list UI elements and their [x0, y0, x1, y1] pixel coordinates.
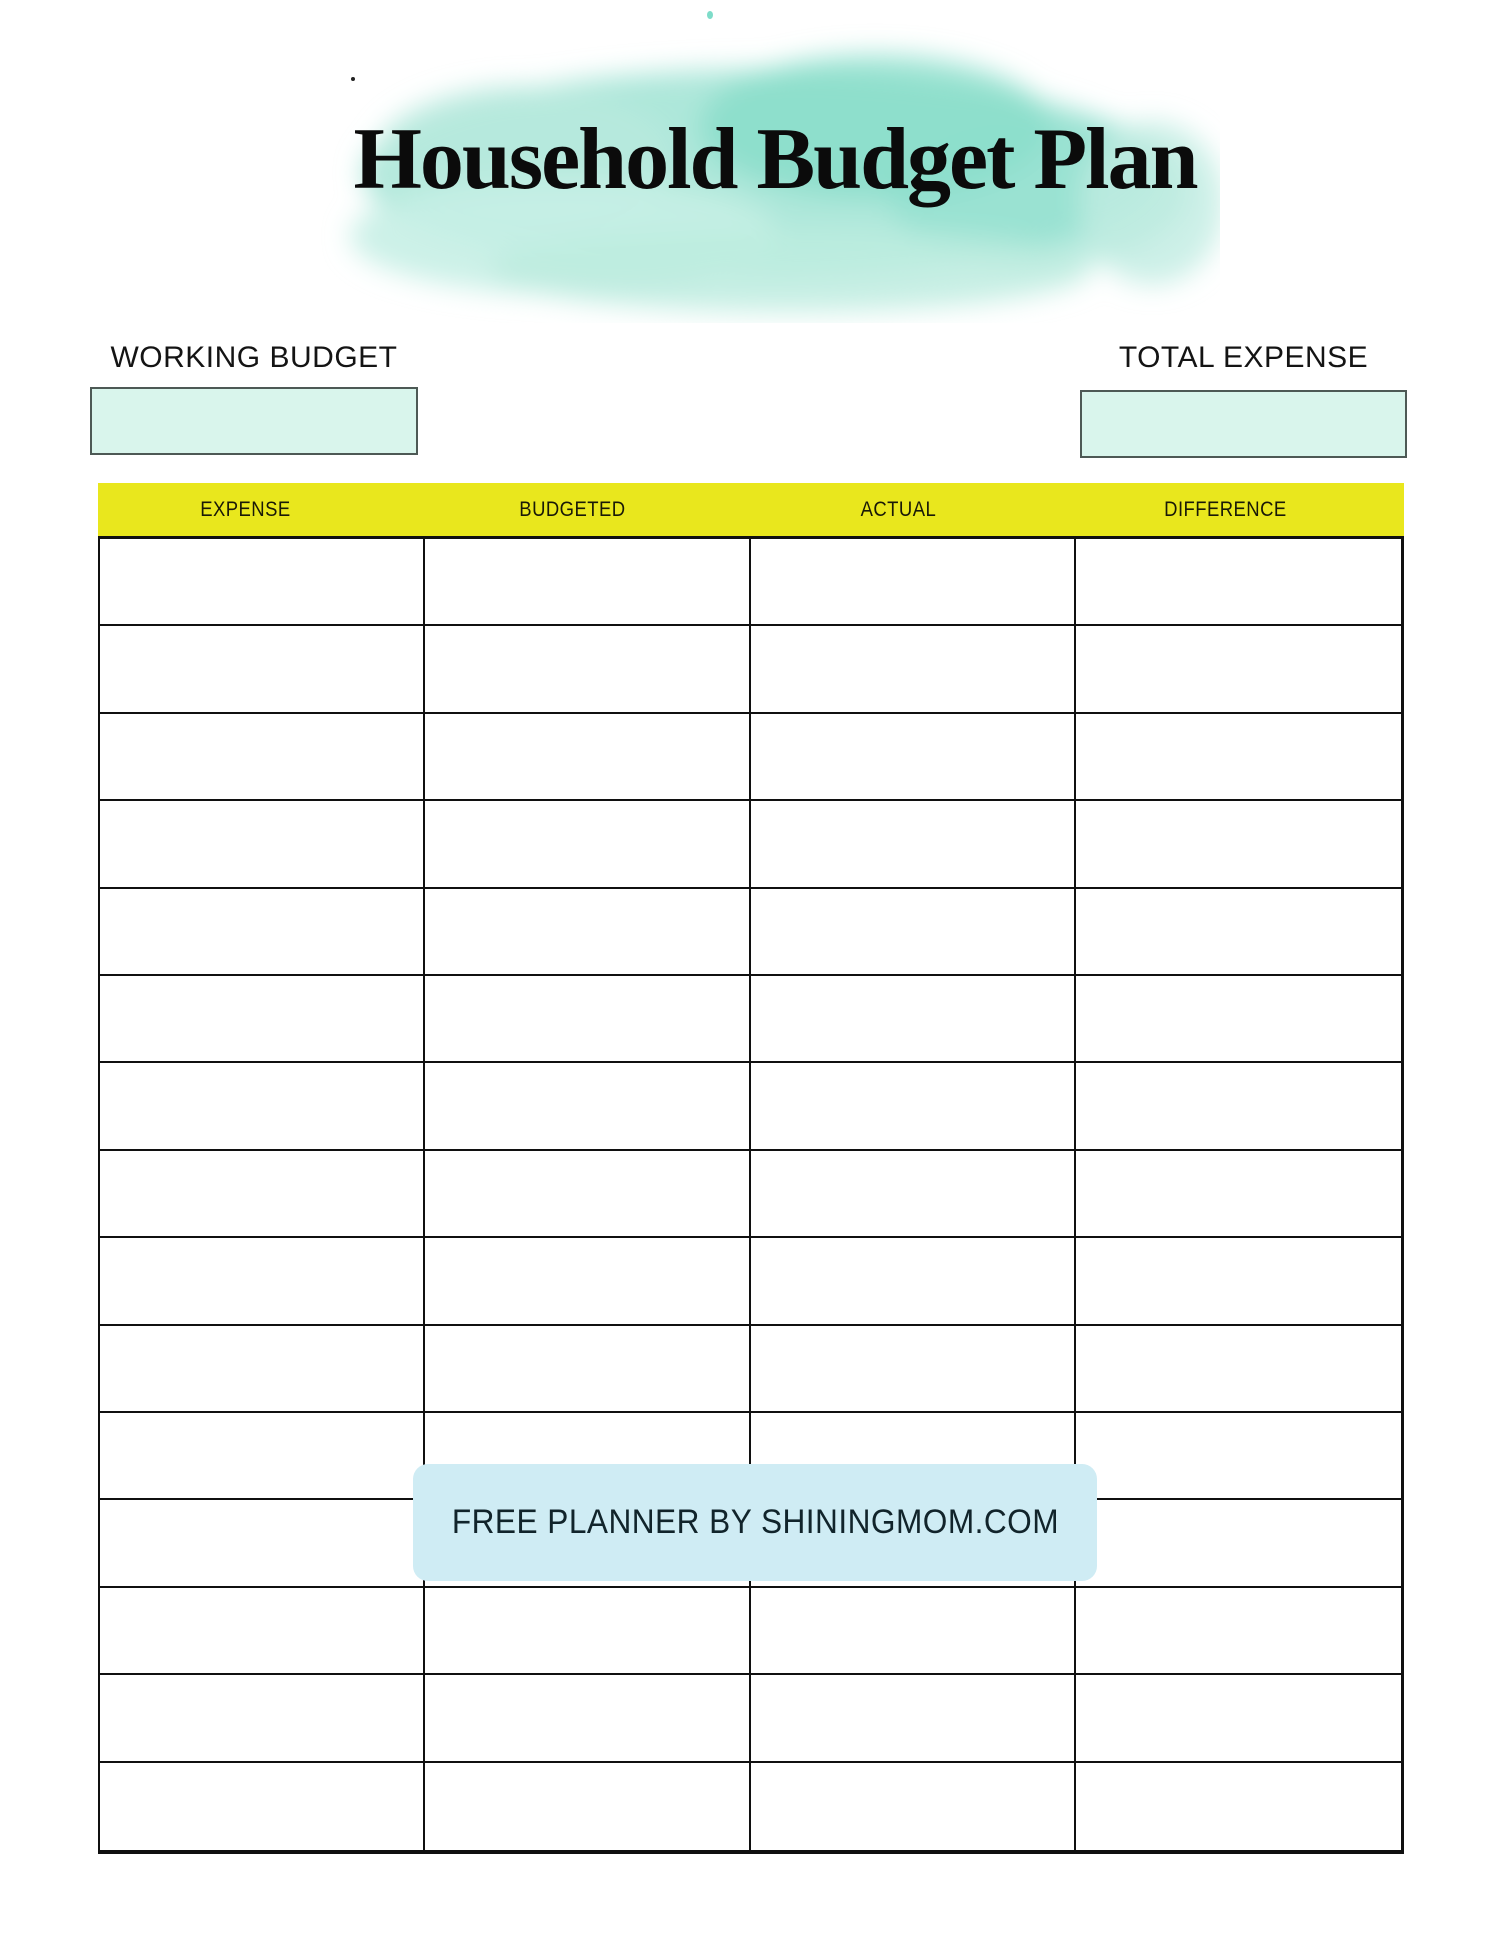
table-cell[interactable]	[100, 1063, 425, 1148]
table-cell[interactable]	[100, 1500, 425, 1585]
table-body	[98, 536, 1404, 1854]
table-cell[interactable]	[1076, 1675, 1401, 1760]
table-cell[interactable]	[1076, 889, 1401, 974]
table-row	[100, 1326, 1401, 1413]
table-cell[interactable]	[100, 976, 425, 1061]
table-cell[interactable]	[751, 714, 1076, 799]
table-cell[interactable]	[100, 1588, 425, 1673]
table-cell[interactable]	[425, 801, 750, 886]
table-row	[100, 714, 1401, 801]
table-cell[interactable]	[100, 1238, 425, 1323]
ink-speck-black	[351, 77, 355, 81]
table-cell[interactable]	[751, 1675, 1076, 1760]
column-header-difference: DIFFERENCE	[1163, 497, 1287, 521]
table-cell[interactable]	[425, 1063, 750, 1148]
total-expense-label: TOTAL EXPENSE	[1118, 341, 1369, 374]
table-cell[interactable]	[425, 714, 750, 799]
table-cell[interactable]	[751, 1763, 1076, 1850]
table-cell[interactable]	[751, 976, 1076, 1061]
table-cell[interactable]	[1076, 1413, 1401, 1498]
table-cell[interactable]	[100, 889, 425, 974]
table-cell[interactable]	[751, 889, 1076, 974]
table-cell[interactable]	[1076, 714, 1401, 799]
table-cell[interactable]	[425, 1326, 750, 1411]
credit-banner-text: FREE PLANNER BY SHININGMOM.COM	[451, 1503, 1059, 1541]
table-row	[100, 1588, 1401, 1675]
table-cell[interactable]	[1076, 1238, 1401, 1323]
budget-table	[98, 483, 1404, 1854]
table-cell[interactable]	[100, 1763, 425, 1850]
working-budget-label: WORKING BUDGET	[110, 341, 398, 374]
table-row	[100, 1238, 1401, 1325]
column-header-budgeted: BUDGETED	[518, 497, 626, 521]
table-cell[interactable]	[751, 1238, 1076, 1323]
ink-speck-teal	[707, 11, 713, 19]
table-cell[interactable]	[751, 801, 1076, 886]
working-budget-box[interactable]	[90, 387, 418, 455]
table-cell[interactable]	[1076, 539, 1401, 624]
table-row	[100, 1675, 1401, 1762]
table-cell[interactable]	[1076, 626, 1401, 711]
table-cell[interactable]	[100, 714, 425, 799]
table-row	[100, 976, 1401, 1063]
table-cell[interactable]	[425, 1675, 750, 1760]
table-cell[interactable]	[1076, 976, 1401, 1061]
table-cell[interactable]	[100, 626, 425, 711]
table-row	[100, 1063, 1401, 1150]
table-cell[interactable]	[751, 626, 1076, 711]
table-cell[interactable]	[751, 539, 1076, 624]
table-cell[interactable]	[425, 1238, 750, 1323]
table-cell[interactable]	[1076, 1500, 1401, 1585]
table-cell[interactable]	[425, 1763, 750, 1850]
table-cell[interactable]	[751, 1326, 1076, 1411]
table-cell[interactable]	[100, 801, 425, 886]
table-cell[interactable]	[1076, 1151, 1401, 1236]
table-cell[interactable]	[1076, 1588, 1401, 1673]
table-row	[100, 539, 1401, 626]
table-row	[100, 801, 1401, 888]
table-row	[100, 626, 1401, 713]
table-cell[interactable]	[425, 1588, 750, 1673]
table-cell[interactable]	[1076, 1326, 1401, 1411]
table-cell[interactable]	[100, 1413, 425, 1498]
table-row	[100, 1151, 1401, 1238]
table-cell[interactable]	[425, 539, 750, 624]
total-expense-box[interactable]	[1080, 390, 1407, 458]
table-cell[interactable]	[100, 1151, 425, 1236]
table-cell[interactable]	[751, 1063, 1076, 1148]
table-cell[interactable]	[1076, 801, 1401, 886]
column-header-expense: EXPENSE	[200, 497, 291, 521]
table-row	[100, 889, 1401, 976]
table-cell[interactable]	[751, 1588, 1076, 1673]
table-cell[interactable]	[425, 976, 750, 1061]
table-cell[interactable]	[751, 1151, 1076, 1236]
table-cell[interactable]	[1076, 1763, 1401, 1850]
table-cell[interactable]	[100, 1675, 425, 1760]
table-cell[interactable]	[100, 539, 425, 624]
table-header-row	[98, 483, 1404, 536]
credit-banner	[413, 1464, 1097, 1581]
table-cell[interactable]	[425, 889, 750, 974]
table-cell[interactable]	[100, 1326, 425, 1411]
table-cell[interactable]	[1076, 1063, 1401, 1148]
table-cell[interactable]	[425, 626, 750, 711]
column-header-actual: ACTUAL	[860, 497, 937, 521]
table-cell[interactable]	[425, 1151, 750, 1236]
page-title: Household Budget Plan	[353, 111, 1197, 208]
table-row	[100, 1763, 1401, 1850]
